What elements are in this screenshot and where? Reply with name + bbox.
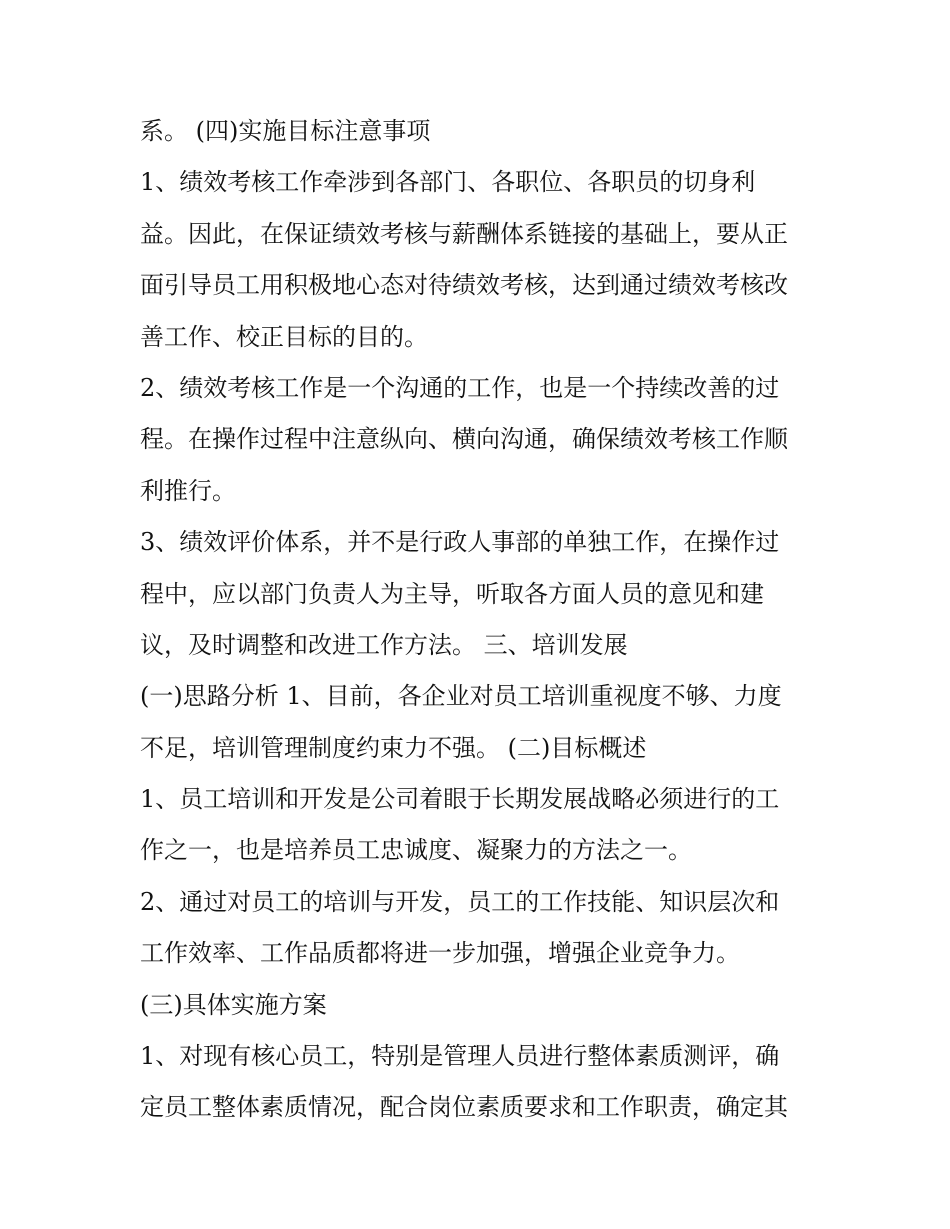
text-line: (三)具体实施方案 <box>140 990 327 1019</box>
text-line: 2、通过对员工的培训与开发，员工的工作技能、知识层次和 <box>140 887 780 916</box>
text-line: 作之一，也是培养员工忠诚度、凝聚力的方法之一。 <box>140 836 692 865</box>
text-line: 利推行。 <box>140 476 236 505</box>
text-line: 议，及时调整和改进工作方法。 三、培训发展 <box>140 630 628 659</box>
text-line: 工作效率、工作品质都将进一步加强，增强企业竞争力。 <box>140 939 740 968</box>
text-line: 善工作、校正目标的目的。 <box>140 322 428 351</box>
text-line: 1、员工培训和开发是公司着眼于长期发展战略必须进行的工 <box>140 785 780 814</box>
text-line: 定员工整体素质情况，配合岗位素质要求和工作职责，确定其 <box>140 1093 788 1122</box>
text-line: 不足，培训管理制度约束力不强。 (二)目标概述 <box>140 733 647 762</box>
text-line: 2、绩效考核工作是一个沟通的工作，也是一个持续改善的过 <box>140 373 780 402</box>
text-line: 1、对现有核心员工，特别是管理人员进行整体素质测评，确 <box>140 1042 780 1071</box>
text-line: (一)思路分析 1、目前，各企业对员工培训重视度不够、力度 <box>140 682 782 711</box>
text-line: 程中，应以部门负责人为主导，听取各方面人员的意见和建 <box>140 579 764 608</box>
text-line: 1、绩效考核工作牵涉到各部门、各职位、各职员的切身利 <box>140 168 756 197</box>
text-line: 3、绩效评价体系，并不是行政人事部的单独工作，在操作过 <box>140 528 780 557</box>
text-line: 系。 (四)实施目标注意事项 <box>140 117 431 145</box>
text-line: 益。因此，在保证绩效考核与薪酬体系链接的基础上，要从正 <box>140 219 788 248</box>
document-body <box>140 106 820 1134</box>
text-line: 程。在操作过程中注意纵向、横向沟通，确保绩效考核工作顺 <box>140 425 788 454</box>
text-line: 面引导员工用积极地心态对待绩效考核，达到通过绩效考核改 <box>140 271 788 300</box>
